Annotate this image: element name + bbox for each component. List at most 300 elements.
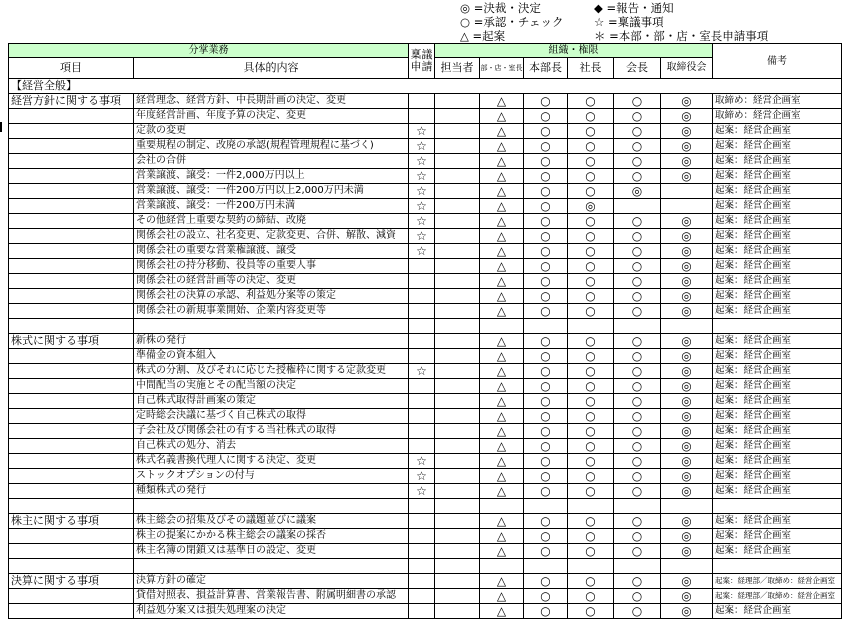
header-col-board: 取締役会: [661, 58, 713, 79]
cell-content: 関係会社の新規事業開始、企業内容変更等: [134, 304, 409, 319]
cell-ringi: ☆: [409, 184, 435, 199]
cell-chairman: ○: [614, 424, 661, 439]
cell-president: ○: [568, 409, 614, 424]
cell-ringi: [409, 109, 435, 124]
cell-item: [9, 199, 134, 214]
cell-content: 関係会社の持分移動、役員等の重要人事: [134, 259, 409, 274]
table-row: [9, 214, 842, 229]
cell-ringi: ☆: [409, 244, 435, 259]
cell-staff: [435, 529, 480, 544]
cell-board: ◎: [661, 259, 713, 274]
cell-staff: [435, 589, 480, 604]
table-row: [9, 484, 842, 499]
table-row: [9, 544, 842, 559]
cell-division-head: ○: [524, 604, 568, 619]
cell-staff: [435, 364, 480, 379]
table-row: [9, 454, 842, 469]
cell-manager: △: [480, 394, 524, 409]
cell-content: 貸借対照表、損益計算書、営業報告書、附属明細書の承認: [134, 589, 409, 604]
cell-staff: [435, 379, 480, 394]
cell-chairman: ○: [614, 154, 661, 169]
cell-president: ○: [568, 214, 614, 229]
cell-chairman: ○: [614, 364, 661, 379]
cell-division-head: ○: [524, 394, 568, 409]
cell-manager: △: [480, 169, 524, 184]
cell-president: ○: [568, 544, 614, 559]
cell-ringi: [409, 304, 435, 319]
cell-remark: 起案：経営企画室: [713, 514, 842, 529]
section-label: 【経営全般】: [9, 79, 842, 94]
cell-ringi: [409, 259, 435, 274]
legend-board: ☆ =稟議事項: [594, 15, 664, 29]
cell-item: [9, 124, 134, 139]
cell-manager: △: [480, 379, 524, 394]
cell-chairman: ○: [614, 409, 661, 424]
cell-remark: 起案：経営企画室: [713, 169, 842, 184]
cell-staff: [435, 304, 480, 319]
cell-division-head: ○: [524, 184, 568, 199]
cell-division-head: ○: [524, 409, 568, 424]
cell-president: ○: [568, 334, 614, 349]
cell-item: 株主に関する事項: [9, 514, 134, 529]
cell-board: ◎: [661, 364, 713, 379]
cell-item: [9, 184, 134, 199]
cell-staff: [435, 409, 480, 424]
cell-ringi: ☆: [409, 484, 435, 499]
header-col-chairman: 会長: [614, 58, 661, 79]
cell-staff: [435, 484, 480, 499]
cell-chairman: ○: [614, 244, 661, 259]
cell-division-head: ○: [524, 274, 568, 289]
cell-division-head: ○: [524, 574, 568, 589]
cell-item: [9, 454, 134, 469]
cell-manager: △: [480, 439, 524, 454]
cell-ringi: ☆: [409, 139, 435, 154]
cell-content: その他経営上重要な契約の締結、改廃: [134, 214, 409, 229]
table-row: [9, 154, 842, 169]
cell-board: ◎: [661, 304, 713, 319]
cell-manager: [480, 559, 524, 574]
cell-chairman: ○: [614, 379, 661, 394]
legend-draft: △ =起案: [460, 29, 506, 43]
legend-apply: ＊ =本部・部・店・室長申請事項: [594, 29, 769, 43]
cell-ringi: [409, 289, 435, 304]
cell-manager: △: [480, 199, 524, 214]
cell-manager: △: [480, 454, 524, 469]
cell-board: ◎: [661, 484, 713, 499]
cell-president: [568, 559, 614, 574]
cell-remark: 起案：経理部／取締め：経営企画室: [713, 574, 842, 589]
cell-ringi: [409, 574, 435, 589]
cell-remark: 起案：経理部／取締め：経営企画室: [713, 589, 842, 604]
cell-board: ◎: [661, 229, 713, 244]
header-business: 分掌業務: [9, 44, 409, 58]
cell-chairman: ○: [614, 139, 661, 154]
cell-remark: 起案：経営企画室: [713, 289, 842, 304]
cell-staff: [435, 289, 480, 304]
cell-manager: △: [480, 109, 524, 124]
cell-remark: 起案：経営企画室: [713, 139, 842, 154]
cell-president: ○: [568, 454, 614, 469]
table-row: [9, 424, 842, 439]
cell-division-head: ○: [524, 154, 568, 169]
cell-content: 関係会社の設立、社名変更、定款変更、合併、解散、減資: [134, 229, 409, 244]
cell-board: ◎: [661, 214, 713, 229]
cell-staff: [435, 499, 480, 514]
cell-ringi: [409, 604, 435, 619]
cell-president: ○: [568, 529, 614, 544]
header-remarks: 備考: [713, 44, 842, 79]
cell-chairman: ○: [614, 604, 661, 619]
cell-staff: [435, 154, 480, 169]
header-ringi: 稟議 申請: [409, 44, 435, 79]
cell-item: [9, 544, 134, 559]
cell-board: ◎: [661, 544, 713, 559]
cell-manager: △: [480, 424, 524, 439]
table-row: [9, 499, 842, 514]
cell-chairman: ○: [614, 169, 661, 184]
header-item: 項目: [9, 58, 134, 79]
cell-remark: 起案：経営企画室: [713, 409, 842, 424]
cell-board: [661, 499, 713, 514]
cell-content: 年度経営計画、年度予算の決定、変更: [134, 109, 409, 124]
cell-president: ◎: [568, 199, 614, 214]
cell-board: ◎: [661, 514, 713, 529]
cell-item: [9, 379, 134, 394]
cell-ringi: ☆: [409, 169, 435, 184]
cell-item: [9, 469, 134, 484]
cell-remark: 起案：経営企画室: [713, 124, 842, 139]
cell-manager: △: [480, 154, 524, 169]
cell-item: [9, 154, 134, 169]
cell-board: ◎: [661, 454, 713, 469]
cell-manager: △: [480, 304, 524, 319]
legend-decision: ◎ =決裁・決定: [460, 1, 541, 15]
cell-division-head: ○: [524, 109, 568, 124]
cell-remark: [713, 319, 842, 334]
cell-ringi: [409, 589, 435, 604]
cell-item: [9, 439, 134, 454]
cell-ringi: ☆: [409, 214, 435, 229]
cell-division-head: ○: [524, 244, 568, 259]
cell-ringi: [409, 334, 435, 349]
cell-manager: △: [480, 334, 524, 349]
cell-staff: [435, 214, 480, 229]
cell-division-head: [524, 319, 568, 334]
cell-ringi: [409, 529, 435, 544]
cell-president: ○: [568, 109, 614, 124]
cell-manager: △: [480, 484, 524, 499]
cell-content: 種類株式の発行: [134, 484, 409, 499]
cell-content: 定時総会決議に基づく自己株式の取得: [134, 409, 409, 424]
table-row: [9, 409, 842, 424]
cell-manager: △: [480, 364, 524, 379]
cell-staff: [435, 574, 480, 589]
cell-ringi: ☆: [409, 154, 435, 169]
cell-division-head: ○: [524, 289, 568, 304]
cell-division-head: ○: [524, 139, 568, 154]
cell-item: [9, 304, 134, 319]
cell-president: ○: [568, 124, 614, 139]
header-col-president: 社長: [568, 58, 614, 79]
cell-chairman: [614, 499, 661, 514]
cell-board: [661, 199, 713, 214]
cell-board: ◎: [661, 109, 713, 124]
cell-division-head: ○: [524, 169, 568, 184]
cell-manager: △: [480, 409, 524, 424]
table-row: [9, 559, 842, 574]
authority-table: [8, 43, 842, 619]
cell-president: ○: [568, 469, 614, 484]
cell-content: 株主名簿の閉鎖又は基準日の設定、変更: [134, 544, 409, 559]
cell-manager: △: [480, 529, 524, 544]
cell-remark: 起案：経営企画室: [713, 199, 842, 214]
cell-staff: [435, 94, 480, 109]
cell-board: ◎: [661, 529, 713, 544]
cell-remark: 起案：経営企画室: [713, 349, 842, 364]
cell-remark: 起案：経営企画室: [713, 259, 842, 274]
cell-remark: 起案：経営企画室: [713, 184, 842, 199]
cell-chairman: ○: [614, 394, 661, 409]
cell-president: ○: [568, 169, 614, 184]
cell-content: [134, 559, 409, 574]
cell-ringi: [409, 409, 435, 424]
cell-ringi: [409, 424, 435, 439]
cell-content: 株式名義書換代理人に関する決定、変更: [134, 454, 409, 469]
cell-president: ○: [568, 184, 614, 199]
cell-president: ○: [568, 229, 614, 244]
table-row: [9, 304, 842, 319]
cell-remark: 起案：経営企画室: [713, 454, 842, 469]
table-row: [9, 439, 842, 454]
cell-division-head: ○: [524, 229, 568, 244]
cell-item: [9, 589, 134, 604]
cell-remark: 起案：経営企画室: [713, 214, 842, 229]
cell-remark: 起案：経営企画室: [713, 244, 842, 259]
cell-content: 営業譲渡、譲受：一件200万円未満: [134, 199, 409, 214]
cell-ringi: [409, 274, 435, 289]
cell-division-head: ○: [524, 349, 568, 364]
cell-remark: 起案：経営企画室: [713, 424, 842, 439]
cell-remark: [713, 559, 842, 574]
cell-remark: 起案：経営企画室: [713, 544, 842, 559]
cell-chairman: ○: [614, 439, 661, 454]
cell-division-head: ○: [524, 529, 568, 544]
cell-division-head: ○: [524, 469, 568, 484]
cell-ringi: ☆: [409, 454, 435, 469]
cell-item: [9, 289, 134, 304]
cell-remark: 起案：経営企画室: [713, 529, 842, 544]
cell-item: [9, 349, 134, 364]
edge-marker: [0, 122, 2, 132]
cell-ringi: [409, 379, 435, 394]
cell-board: ◎: [661, 424, 713, 439]
cell-division-head: ○: [524, 379, 568, 394]
cell-item: [9, 394, 134, 409]
cell-item: [9, 169, 134, 184]
cell-staff: [435, 244, 480, 259]
cell-staff: [435, 184, 480, 199]
cell-board: ◎: [661, 139, 713, 154]
cell-item: [9, 319, 134, 334]
cell-manager: △: [480, 214, 524, 229]
cell-staff: [435, 349, 480, 364]
cell-ringi: [409, 514, 435, 529]
cell-board: [661, 559, 713, 574]
cell-president: ○: [568, 244, 614, 259]
table-row: [9, 349, 842, 364]
cell-president: ○: [568, 394, 614, 409]
cell-chairman: ○: [614, 484, 661, 499]
cell-content: 関係会社の経営計画等の決定、変更: [134, 274, 409, 289]
cell-board: ◎: [661, 169, 713, 184]
cell-ringi: [409, 319, 435, 334]
table-row: [9, 109, 842, 124]
cell-president: ○: [568, 514, 614, 529]
header-content: 具体的内容: [134, 58, 409, 79]
cell-staff: [435, 169, 480, 184]
cell-president: ○: [568, 274, 614, 289]
cell-manager: △: [480, 259, 524, 274]
cell-remark: 起案：経営企画室: [713, 469, 842, 484]
cell-board: ◎: [661, 154, 713, 169]
cell-item: [9, 529, 134, 544]
cell-item: [9, 559, 134, 574]
cell-ringi: [409, 559, 435, 574]
cell-item: [9, 484, 134, 499]
cell-manager: △: [480, 544, 524, 559]
table-row: [9, 139, 842, 154]
cell-content: 関係会社の決算の承認、利益処分案等の策定: [134, 289, 409, 304]
cell-remark: 取締め：経営企画室: [713, 109, 842, 124]
cell-staff: [435, 559, 480, 574]
cell-chairman: ○: [614, 469, 661, 484]
cell-president: ○: [568, 484, 614, 499]
table-row: [9, 589, 842, 604]
cell-manager: [480, 499, 524, 514]
cell-manager: △: [480, 184, 524, 199]
cell-item: [9, 139, 134, 154]
legend-approval: ○ =承認・チェック: [460, 15, 564, 29]
cell-division-head: ○: [524, 199, 568, 214]
cell-division-head: ○: [524, 364, 568, 379]
cell-item: [9, 259, 134, 274]
cell-item: [9, 409, 134, 424]
header-org: 組織・権限: [435, 44, 713, 58]
cell-manager: △: [480, 469, 524, 484]
cell-item: [9, 244, 134, 259]
cell-content: 株主の提案にかかる株主総会の議案の採否: [134, 529, 409, 544]
cell-chairman: ○: [614, 574, 661, 589]
cell-content: 重要規程の制定、改廃の承認(規程管理規程に基づく): [134, 139, 409, 154]
cell-content: 自己株式の処分、消去: [134, 439, 409, 454]
legend-report: ◆ =報告・通知: [594, 1, 674, 15]
cell-ringi: ☆: [409, 364, 435, 379]
cell-president: ○: [568, 94, 614, 109]
cell-ringi: [409, 94, 435, 109]
table-row: [9, 274, 842, 289]
cell-ringi: [409, 544, 435, 559]
table-row: [9, 379, 842, 394]
cell-staff: [435, 424, 480, 439]
table-row: [9, 574, 842, 589]
cell-content: [134, 499, 409, 514]
cell-chairman: ○: [614, 349, 661, 364]
cell-chairman: ○: [614, 304, 661, 319]
cell-division-head: ○: [524, 334, 568, 349]
table-row: [9, 364, 842, 379]
cell-item: [9, 229, 134, 244]
table-row: [9, 604, 842, 619]
cell-content: 利益処分案又は損失処理案の決定: [134, 604, 409, 619]
cell-manager: △: [480, 349, 524, 364]
cell-content: 準備金の資本組入: [134, 349, 409, 364]
cell-board: ◎: [661, 244, 713, 259]
cell-item: 経営方針に関する事項: [9, 94, 134, 109]
cell-division-head: ○: [524, 424, 568, 439]
cell-staff: [435, 469, 480, 484]
cell-president: ○: [568, 139, 614, 154]
cell-staff: [435, 394, 480, 409]
cell-chairman: [614, 559, 661, 574]
cell-ringi: ☆: [409, 229, 435, 244]
cell-content: 定款の変更: [134, 124, 409, 139]
cell-chairman: ○: [614, 214, 661, 229]
cell-staff: [435, 109, 480, 124]
cell-staff: [435, 139, 480, 154]
cell-ringi: ☆: [409, 469, 435, 484]
table-row: [9, 319, 842, 334]
cell-remark: 起案：経営企画室: [713, 604, 842, 619]
cell-chairman: ○: [614, 94, 661, 109]
cell-item: [9, 499, 134, 514]
cell-ringi: [409, 499, 435, 514]
cell-chairman: ○: [614, 514, 661, 529]
cell-remark: 起案：経営企画室: [713, 394, 842, 409]
cell-item: [9, 109, 134, 124]
cell-president: ○: [568, 364, 614, 379]
cell-remark: 起案：経営企画室: [713, 154, 842, 169]
cell-content: 中間配当の実施とその配当額の決定: [134, 379, 409, 394]
cell-item: [9, 604, 134, 619]
cell-content: ストックオプションの付与: [134, 469, 409, 484]
cell-board: [661, 319, 713, 334]
cell-president: ○: [568, 604, 614, 619]
cell-division-head: ○: [524, 304, 568, 319]
cell-content: 自己株式取得計画案の策定: [134, 394, 409, 409]
cell-chairman: ○: [614, 589, 661, 604]
cell-board: ◎: [661, 274, 713, 289]
cell-president: [568, 319, 614, 334]
cell-president: ○: [568, 574, 614, 589]
cell-content: [134, 319, 409, 334]
cell-manager: △: [480, 514, 524, 529]
cell-board: ◎: [661, 349, 713, 364]
table-row: [9, 94, 842, 109]
cell-staff: [435, 319, 480, 334]
legend: [0, 0, 849, 44]
cell-content: 子会社及び関係会社の有する当社株式の取得: [134, 424, 409, 439]
cell-remark: 起案：経営企画室: [713, 439, 842, 454]
cell-division-head: ○: [524, 589, 568, 604]
cell-remark: [713, 499, 842, 514]
cell-content: 新株の発行: [134, 334, 409, 349]
header-col-manager: 部・店・室長: [480, 58, 524, 79]
cell-board: ◎: [661, 94, 713, 109]
cell-manager: △: [480, 139, 524, 154]
cell-content: 株主総会の招集及びその議題並びに議案: [134, 514, 409, 529]
cell-chairman: [614, 319, 661, 334]
